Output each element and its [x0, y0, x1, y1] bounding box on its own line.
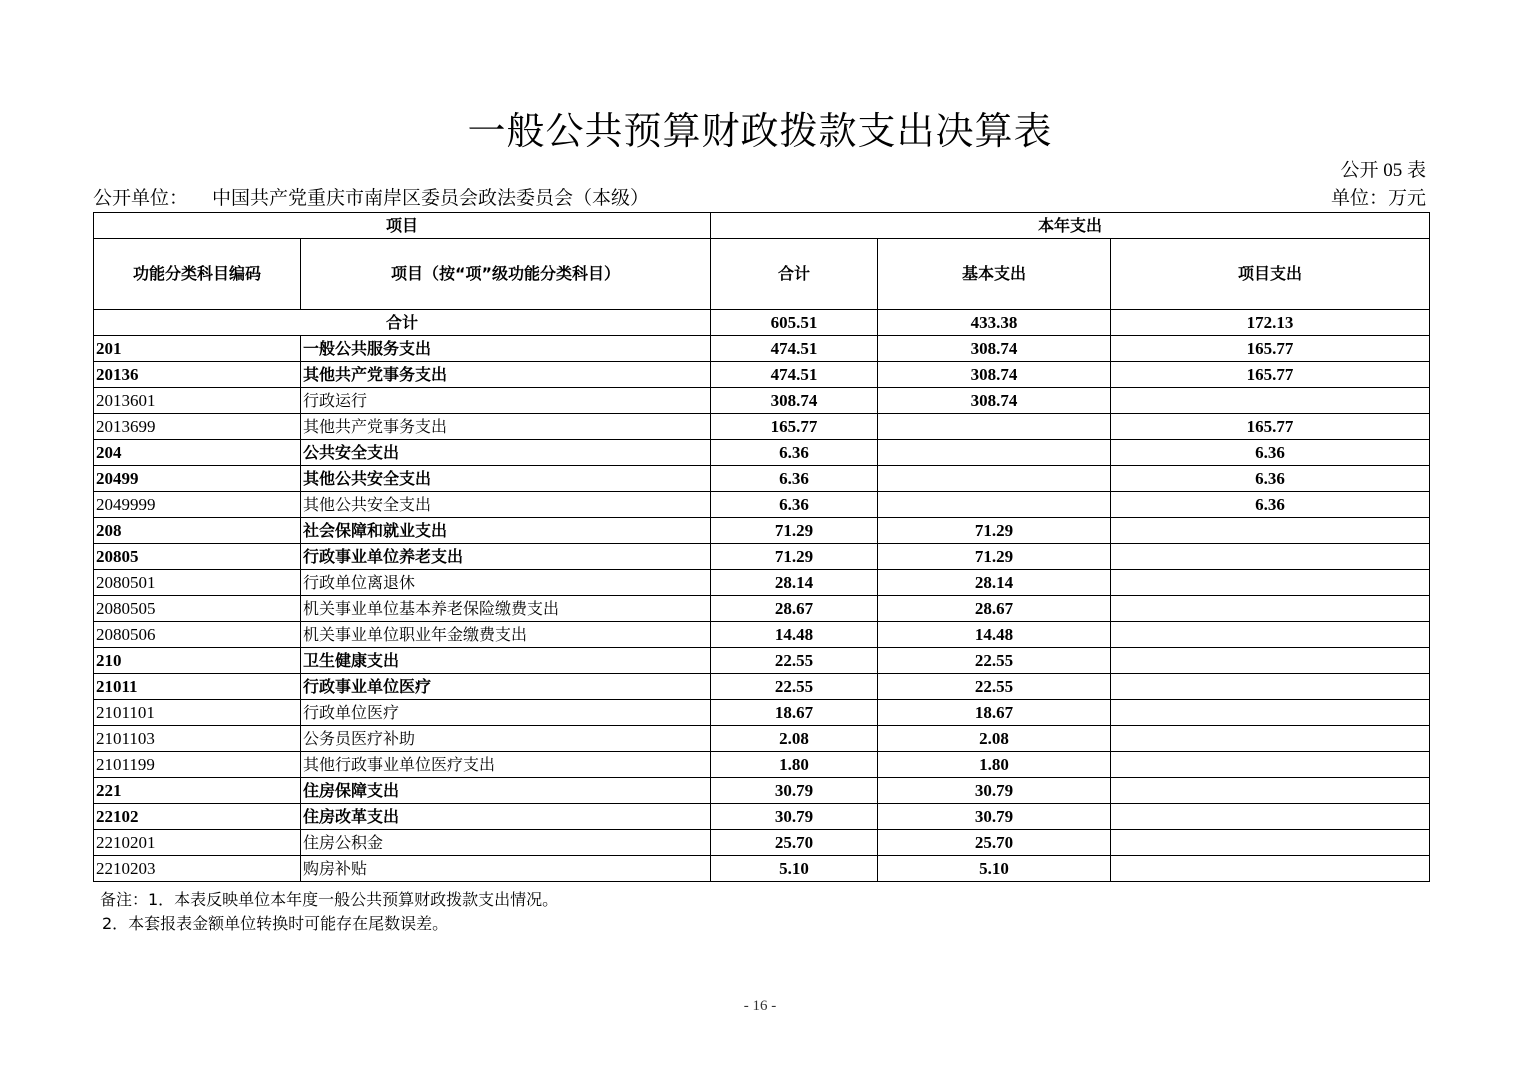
row-code: 22102 [94, 804, 301, 830]
row-basic: 5.10 [878, 856, 1111, 882]
row-name: 购房补贴 [301, 856, 711, 882]
row-total: 474.51 [711, 336, 878, 362]
row-basic: 14.48 [878, 622, 1111, 648]
table-row [94, 830, 1430, 856]
row-project [1111, 804, 1430, 830]
row-total: 308.74 [711, 388, 878, 414]
row-project [1111, 700, 1430, 726]
table-row [94, 726, 1430, 752]
row-basic: 1.80 [878, 752, 1111, 778]
row-project [1111, 778, 1430, 804]
row-name: 机关事业单位基本养老保险缴费支出 [301, 596, 711, 622]
total-row-basic: 433.38 [878, 310, 1111, 336]
header-current-year: 本年支出 [711, 213, 1430, 239]
row-project [1111, 570, 1430, 596]
row-project: 6.36 [1111, 492, 1430, 518]
table-row [94, 674, 1430, 700]
row-name: 住房改革支出 [301, 804, 711, 830]
row-name: 行政事业单位医疗 [301, 674, 711, 700]
row-basic: 22.55 [878, 648, 1111, 674]
row-code: 2210201 [94, 830, 301, 856]
row-project [1111, 856, 1430, 882]
row-basic: 30.79 [878, 804, 1111, 830]
table-row [94, 752, 1430, 778]
row-project [1111, 596, 1430, 622]
row-project: 6.36 [1111, 440, 1430, 466]
header-name: 项目（按“项”级功能分类科目） [301, 239, 711, 310]
row-basic: 22.55 [878, 674, 1111, 700]
total-row-project: 172.13 [1111, 310, 1430, 336]
row-name: 行政事业单位养老支出 [301, 544, 711, 570]
total-row-total: 605.51 [711, 310, 878, 336]
row-code: 208 [94, 518, 301, 544]
row-code: 2101103 [94, 726, 301, 752]
row-basic: 71.29 [878, 544, 1111, 570]
row-total: 5.10 [711, 856, 878, 882]
row-project [1111, 752, 1430, 778]
row-total: 6.36 [711, 466, 878, 492]
row-code: 2210203 [94, 856, 301, 882]
row-total: 22.55 [711, 648, 878, 674]
table-row [94, 440, 1430, 466]
row-total: 2.08 [711, 726, 878, 752]
table-row [94, 336, 1430, 362]
row-code: 210 [94, 648, 301, 674]
reporting-unit [93, 183, 649, 210]
row-name: 行政运行 [301, 388, 711, 414]
total-row [94, 310, 1430, 336]
row-name: 住房保障支出 [301, 778, 711, 804]
row-project: 6.36 [1111, 466, 1430, 492]
table-row [94, 518, 1430, 544]
row-basic: 30.79 [878, 778, 1111, 804]
table-row [94, 388, 1430, 414]
notes [100, 888, 558, 936]
row-code: 2101199 [94, 752, 301, 778]
row-name: 一般公共服务支出 [301, 336, 711, 362]
row-name: 社会保障和就业支出 [301, 518, 711, 544]
row-total: 28.14 [711, 570, 878, 596]
row-name: 行政单位离退休 [301, 570, 711, 596]
table-row [94, 570, 1430, 596]
table-row [94, 622, 1430, 648]
header-total: 合计 [711, 239, 878, 310]
table-row [94, 648, 1430, 674]
row-name: 其他共产党事务支出 [301, 414, 711, 440]
table-row [94, 466, 1430, 492]
page-title: 一般公共预算财政拨款支出决算表 [467, 109, 1053, 153]
page-number: - 16 - [743, 998, 777, 1014]
row-name: 卫生健康支出 [301, 648, 711, 674]
row-code: 2049999 [94, 492, 301, 518]
total-row-label: 合计 [94, 310, 711, 336]
row-basic [878, 440, 1111, 466]
row-basic: 2.08 [878, 726, 1111, 752]
note-1: 备注：1．本表反映单位本年度一般公共预算财政拨款支出情况。 [100, 890, 559, 909]
table-row [94, 700, 1430, 726]
header-project: 项目支出 [1111, 239, 1430, 310]
row-project [1111, 726, 1430, 752]
row-code: 2080505 [94, 596, 301, 622]
row-project [1111, 674, 1430, 700]
row-code: 20805 [94, 544, 301, 570]
row-basic: 308.74 [878, 388, 1111, 414]
row-code: 20499 [94, 466, 301, 492]
row-project [1111, 830, 1430, 856]
row-code: 2013699 [94, 414, 301, 440]
row-name: 其他公共安全支出 [301, 492, 711, 518]
row-total: 71.29 [711, 518, 878, 544]
row-name: 机关事业单位职业年金缴费支出 [301, 622, 711, 648]
row-basic: 28.67 [878, 596, 1111, 622]
row-code: 21011 [94, 674, 301, 700]
form-number: 公开 05 表 [1340, 160, 1426, 181]
row-code: 2013601 [94, 388, 301, 414]
row-name: 公共安全支出 [301, 440, 711, 466]
row-name: 行政单位医疗 [301, 700, 711, 726]
header-code: 功能分类科目编码 [94, 239, 301, 310]
row-total: 18.67 [711, 700, 878, 726]
row-total: 22.55 [711, 674, 878, 700]
row-project [1111, 622, 1430, 648]
table-row [94, 544, 1430, 570]
row-project [1111, 518, 1430, 544]
row-basic: 308.74 [878, 362, 1111, 388]
table-row [94, 596, 1430, 622]
row-total: 474.51 [711, 362, 878, 388]
row-basic: 308.74 [878, 336, 1111, 362]
row-total: 6.36 [711, 440, 878, 466]
row-total: 28.67 [711, 596, 878, 622]
row-project: 165.77 [1111, 414, 1430, 440]
table-row [94, 414, 1430, 440]
row-basic: 18.67 [878, 700, 1111, 726]
row-basic [878, 492, 1111, 518]
row-name: 住房公积金 [301, 830, 711, 856]
row-code: 204 [94, 440, 301, 466]
row-code: 2101101 [94, 700, 301, 726]
reporting-unit-label: 公开单位： [93, 188, 189, 209]
row-name: 其他行政事业单位医疗支出 [301, 752, 711, 778]
row-code: 20136 [94, 362, 301, 388]
row-total: 14.48 [711, 622, 878, 648]
reporting-unit-name: 中国共产党重庆市南岸区委员会政法委员会（本级） [212, 188, 650, 209]
row-basic [878, 414, 1111, 440]
row-basic: 25.70 [878, 830, 1111, 856]
row-total: 1.80 [711, 752, 878, 778]
row-total: 30.79 [711, 804, 878, 830]
row-total: 165.77 [711, 414, 878, 440]
row-name: 公务员医疗补助 [301, 726, 711, 752]
header-item: 项目 [94, 213, 711, 239]
table-row [94, 362, 1430, 388]
row-total: 30.79 [711, 778, 878, 804]
row-basic: 71.29 [878, 518, 1111, 544]
row-code: 2080506 [94, 622, 301, 648]
header-basic: 基本支出 [878, 239, 1111, 310]
row-code: 201 [94, 336, 301, 362]
note-2: 2．本套报表金额单位转换时可能存在尾数误差。 [102, 914, 449, 933]
table-row [94, 856, 1430, 882]
row-basic: 28.14 [878, 570, 1111, 596]
row-project [1111, 648, 1430, 674]
row-project: 165.77 [1111, 362, 1430, 388]
row-project [1111, 544, 1430, 570]
money-unit: 单位：万元 [1330, 188, 1426, 209]
row-project [1111, 388, 1430, 414]
table-row [94, 492, 1430, 518]
expenditure-table [93, 212, 1430, 882]
row-name: 其他公共安全支出 [301, 466, 711, 492]
row-code: 221 [94, 778, 301, 804]
row-total: 6.36 [711, 492, 878, 518]
row-basic [878, 466, 1111, 492]
table-row [94, 804, 1430, 830]
row-project: 165.77 [1111, 336, 1430, 362]
row-total: 71.29 [711, 544, 878, 570]
row-name: 其他共产党事务支出 [301, 362, 711, 388]
row-code: 2080501 [94, 570, 301, 596]
row-total: 25.70 [711, 830, 878, 856]
table-row [94, 778, 1430, 804]
